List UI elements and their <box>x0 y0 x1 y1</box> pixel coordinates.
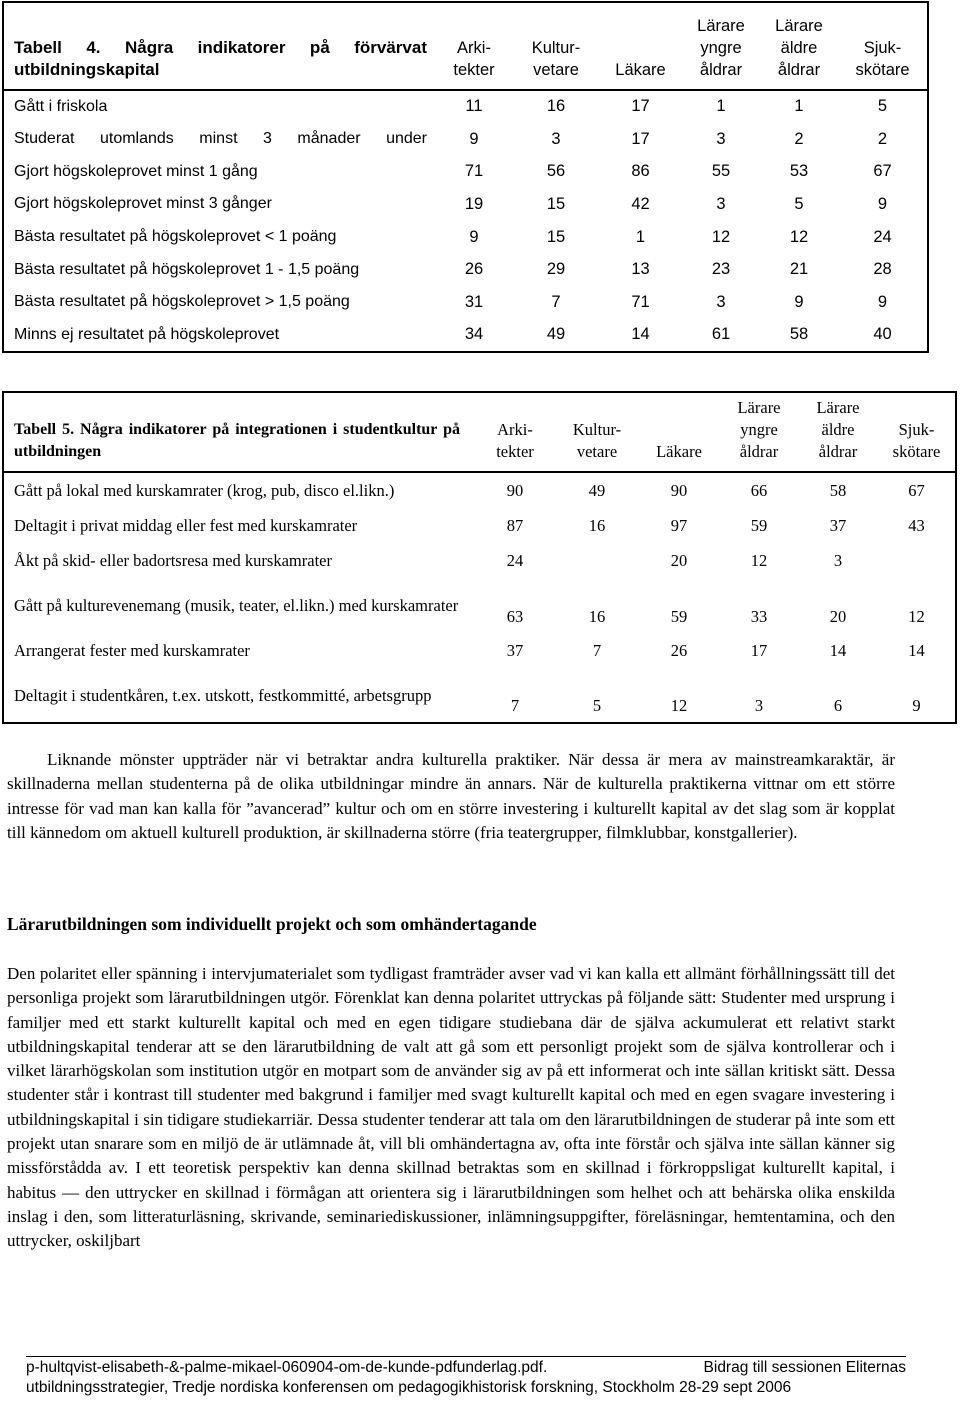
column-header: Kultur- vetare <box>556 392 638 472</box>
table-cell: 3 <box>716 194 726 213</box>
column-header: Lärare yngre åldrar <box>682 2 760 90</box>
table-cell: 90 <box>506 480 524 500</box>
table-cell: 6 <box>833 696 843 715</box>
table-cell: 24 <box>506 550 524 570</box>
table-cell: 23 <box>711 260 731 279</box>
column-header: Kultur- vetare <box>513 2 599 90</box>
table-cell: 3 <box>551 129 561 148</box>
table-cell: 16 <box>546 97 566 116</box>
row-label: Deltagit i studentkåren, t.ex. utskott, festkommitté, arbetsgrupp <box>14 685 432 705</box>
table-row <box>3 188 928 221</box>
table-cell: 14 <box>908 640 925 660</box>
table-cell: 53 <box>789 162 809 181</box>
table-row <box>3 155 928 188</box>
table-cell: 87 <box>506 515 524 535</box>
table-cell: 66 <box>750 480 768 500</box>
table-cell: 11 <box>465 97 483 116</box>
table-cell: 5 <box>592 696 602 715</box>
table-cell: 12 <box>670 696 688 715</box>
table-cell: 29 <box>546 260 566 279</box>
table-cell: 17 <box>631 97 650 116</box>
table-cell: 37 <box>829 515 847 535</box>
table-cell: 15 <box>546 227 566 246</box>
column-header: Läkare <box>638 392 720 472</box>
table-cell: 61 <box>711 325 731 344</box>
table-cell: 14 <box>631 325 650 344</box>
table-cell: 1 <box>794 97 804 116</box>
row-label: Gjort högskoleprovet minst 1 gång <box>14 162 258 180</box>
row-label: Gått i friskola <box>14 97 108 115</box>
table-cell: 31 <box>464 292 484 311</box>
column-header: Lärare äldre åldrar <box>798 392 878 472</box>
table-5 <box>2 391 957 724</box>
column-header: Sjuk- skötare <box>838 2 928 90</box>
table-cell: 5 <box>877 97 888 116</box>
table-cell: 3 <box>716 129 726 148</box>
table-cell <box>556 543 638 578</box>
table-cell: 49 <box>546 325 566 344</box>
row-label: Studerat utomlands minst 3 månader under <box>14 130 427 148</box>
table-row <box>3 633 956 668</box>
table-cell: 33 <box>750 607 768 626</box>
table-cell: 71 <box>631 292 650 311</box>
table-cell: 40 <box>873 325 892 344</box>
row-label: Åkt på skid- eller badortsresa med kurskamrater <box>14 551 332 570</box>
table-cell: 12 <box>908 607 925 626</box>
table-4-caption: Tabell 4. Några indikatorer på förvärvat utbildningskapital <box>14 38 427 79</box>
table-cell: 17 <box>750 640 768 660</box>
table-cell: 7 <box>510 696 520 715</box>
table-cell: 26 <box>464 260 484 279</box>
table-cell: 1 <box>716 97 726 116</box>
row-label: Minns ej resultatet på högskoleprovet <box>14 325 280 343</box>
table-row <box>3 319 928 352</box>
column-header: Sjuk- skötare <box>878 392 956 472</box>
row-label: Gjort högskoleprovet minst 3 gånger <box>14 195 272 213</box>
table-cell: 12 <box>789 227 809 246</box>
table-cell: 5 <box>794 194 804 213</box>
table-cell: 24 <box>873 227 892 246</box>
table-cell: 55 <box>711 162 731 181</box>
section-heading: Lärarutbildningen som individuellt projekt och som omhändertagande <box>7 914 537 934</box>
table-cell: 12 <box>711 227 731 246</box>
table-row <box>3 508 956 543</box>
column-header: Lärare äldre åldrar <box>760 2 838 90</box>
page-footer <box>26 1356 906 1398</box>
table-cell: 9 <box>912 696 921 715</box>
table-cell: 14 <box>829 640 847 660</box>
table-cell: 37 <box>506 640 524 660</box>
table-5-caption: Tabell 5. Några indikatorer på integrationen i studentkultur på utbildningen <box>14 421 460 460</box>
table-cell: 90 <box>670 480 688 500</box>
table-cell: 49 <box>588 480 606 500</box>
table-row <box>3 123 928 156</box>
table-cell: 3 <box>716 292 726 311</box>
row-label: Arrangerat fester med kurskamrater <box>14 641 250 660</box>
table-row <box>3 578 956 633</box>
table-cell: 9 <box>794 292 804 311</box>
table-cell: 3 <box>833 550 843 570</box>
body-paragraph-1: Liknande mönster uppträder när vi betraktar andra kulturella praktiker. När dessa är mera av mainstreamkaraktär, är skillnaderna mellan studenterna på de olika utbildningar mindre än annars. När de kulturella praktikerna vittnar om ett större intresse för vad man kan kalla för ”avancerad” kultur och om en större investering i kulturellt kapital av det slag som är kopplat till kännedom om aktuell kulturell produktion, är skillnaderna större (fria teatergrupper, filmklubbar, konstgallerier). <box>7 750 895 842</box>
table-row <box>3 286 928 319</box>
table-cell: 9 <box>877 194 888 213</box>
table-cell: 56 <box>546 162 566 181</box>
table-cell: 59 <box>750 515 768 535</box>
table-row <box>3 668 956 723</box>
table-cell: 67 <box>873 162 892 181</box>
table-cell: 43 <box>908 515 925 535</box>
table-cell: 19 <box>464 194 484 213</box>
table-cell: 2 <box>877 129 888 148</box>
table-row <box>3 543 956 578</box>
table-cell: 7 <box>551 292 561 311</box>
table-cell: 63 <box>506 607 524 626</box>
table-4 <box>2 1 929 353</box>
table-cell: 71 <box>464 162 484 181</box>
table-cell: 20 <box>670 550 688 570</box>
table-cell: 15 <box>546 194 566 213</box>
row-label: Bästa resultatet på högskoleprovet > 1,5 poäng <box>14 293 350 311</box>
footer-filename: p-hultqvist-elisabeth-&-palme-mikael-060904-om-de-kunde-pdfunderlag.pdf. <box>26 1359 548 1376</box>
table-cell: 59 <box>670 607 688 626</box>
table-cell: 17 <box>631 129 650 148</box>
table-4-header-row <box>3 2 928 90</box>
row-label: Gått på kulturevenemang (musik, teater, el.likn.) med kurskamrater <box>14 596 459 615</box>
table-row <box>3 253 928 286</box>
table-cell: 58 <box>789 325 809 344</box>
column-header: Arki- tekter <box>435 2 513 90</box>
footer-rule <box>26 1356 906 1357</box>
table-cell <box>878 543 956 578</box>
table-cell: 1 <box>635 227 646 246</box>
table-cell: 13 <box>631 260 650 279</box>
column-header: Arki- tekter <box>474 392 556 472</box>
table-row <box>3 90 928 123</box>
table-cell: 16 <box>588 515 606 535</box>
table-row <box>3 221 928 254</box>
table-cell: 12 <box>750 550 768 570</box>
table-5-header-row <box>3 392 956 472</box>
table-cell: 20 <box>829 607 847 626</box>
table-cell: 9 <box>469 129 479 148</box>
table-row <box>3 472 956 508</box>
row-label: Gått på lokal med kurskamrater (krog, pub, disco el.likn.) <box>14 481 395 500</box>
table-cell: 3 <box>754 696 764 715</box>
table-cell: 9 <box>877 292 888 311</box>
footer-conference: utbildningsstrategier, Tredje nordiska konferensen om pedagogikhistorisk forskning, Stockholm 28-29 sept 2006 <box>26 1379 792 1396</box>
table-cell: 67 <box>908 480 925 500</box>
table-cell: 16 <box>588 607 606 626</box>
table-cell: 26 <box>670 640 688 660</box>
row-label: Bästa resultatet på högskoleprovet < 1 poäng <box>14 228 337 246</box>
body-paragraph-2: Den polaritet eller spänning i intervjumaterialet som tydligast framträder avser vad vi kan kalla ett allmänt förhållningssätt till det personliga projekt som lärarutbildningen utgör. Förenklat kan denna polaritet uttryckas på följande sätt: Studenter med ursprung i familjer med ett starkt kulturellt kapital och med en egen tidigare studiebana där de själva ackumulerat ett relativt starkt utbildningskapital tenderar att se den lärarutbildning de valt att gå som ett personligt projekt som de själva kontrollerar och i vilket lärarhögskolan som institution utgör en motpart som de använder sig av på ett informerat och inte sällan kritiskt sätt. Dessa studenter står i kontrast till studenter med bakgrund i familjer med svagt kulturellt kapital och med en egen svagare investering i utbildningskapital i sin tidigare studiekarriär. Dessa studenter tenderar att tala om den lärarutbildningen de studerar på inte som ett projekt utan snarare som en miljö de är utlämnade åt, vill bli omhändertagna av, ofta inte förstår och själva inte sällan känner sig missförstådda av. I ett teoretisk perspektiv kan denna skillnad betraktas som en skillnad i förkroppsligat kulturellt kapital, i habitus — den uttrycker en skillnad i förmågan att orientera sig i lärarutbildningen som helhet och att behärska olika enskilda inslag i den, som litteraturläsning, skrivande, seminariediskussioner, inlämningsuppgifter, föreläsningar, hemtentamina, och den uttrycker, oskiljbart <box>7 964 895 1251</box>
table-cell: 7 <box>592 640 602 660</box>
table-cell: 34 <box>464 325 484 344</box>
table-cell: 21 <box>789 260 809 279</box>
table-cell: 42 <box>631 194 650 213</box>
row-label: Deltagit i privat middag eller fest med kurskamrater <box>14 516 358 535</box>
table-cell: 58 <box>829 480 847 500</box>
table-cell: 28 <box>873 260 892 279</box>
table-cell: 86 <box>631 162 650 181</box>
table-cell: 9 <box>469 227 479 246</box>
footer-session: Bidrag till sessionen Eliternas <box>703 1359 906 1376</box>
column-header: Lärare yngre åldrar <box>720 392 798 472</box>
column-header: Läkare <box>599 2 682 90</box>
table-cell: 97 <box>670 515 688 535</box>
row-label: Bästa resultatet på högskoleprovet 1 - 1,5 poäng <box>14 260 360 278</box>
table-cell: 2 <box>794 129 804 148</box>
